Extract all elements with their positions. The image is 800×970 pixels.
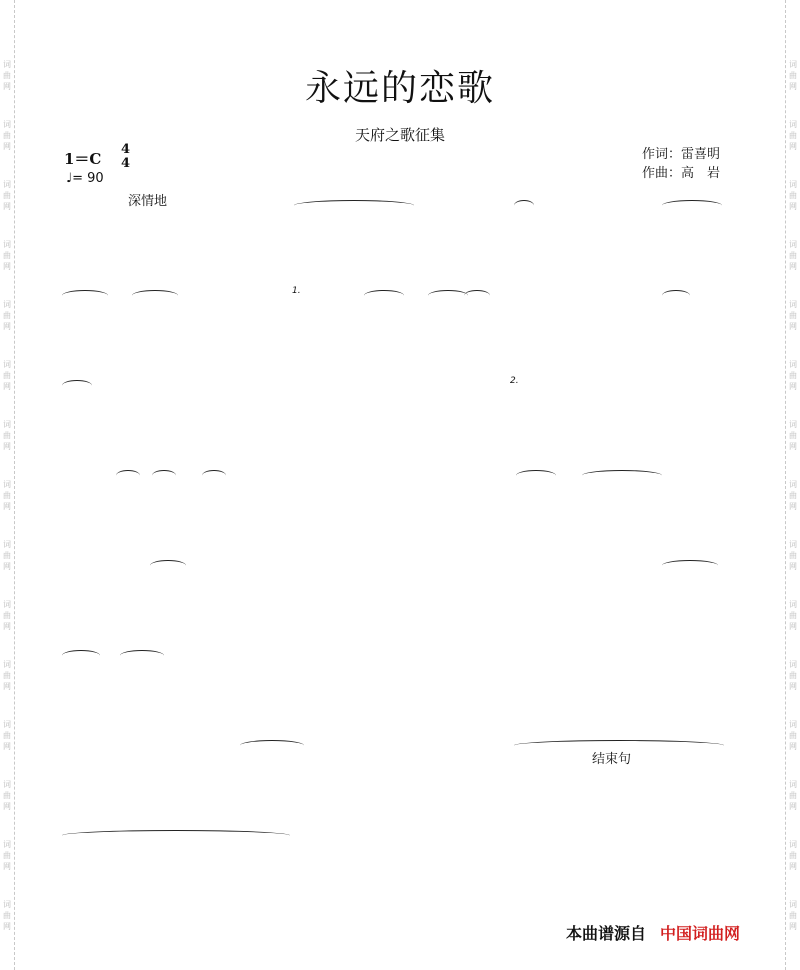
watermark-char: 网 xyxy=(789,142,797,151)
watermark-char: 网 xyxy=(3,922,11,931)
watermark-char: 词 xyxy=(3,360,11,369)
watermark-char: 网 xyxy=(3,442,11,451)
watermark-char: 曲 xyxy=(3,791,11,800)
watermark-char: 曲 xyxy=(789,671,797,680)
watermark-char: 词 xyxy=(3,600,11,609)
watermark-char: 网 xyxy=(3,322,11,331)
source-site-link[interactable]: 中国词曲网 xyxy=(660,924,741,943)
watermark-char: 网 xyxy=(789,682,797,691)
time-signature-top: 4 xyxy=(121,142,131,157)
coda-label: 结束句 xyxy=(592,752,632,767)
tempo-marking xyxy=(66,171,104,186)
slur-mark xyxy=(464,290,490,301)
watermark-char: 网 xyxy=(3,142,11,151)
watermark-char: 曲 xyxy=(789,431,797,440)
watermark-char: 词 xyxy=(789,180,797,189)
watermark-char: 曲 xyxy=(789,491,797,500)
watermark-char: 网 xyxy=(789,802,797,811)
watermark-char: 网 xyxy=(3,682,11,691)
slur-mark xyxy=(662,560,718,571)
slur-mark xyxy=(294,200,414,211)
watermark-char: 词 xyxy=(3,720,11,729)
tempo-value: = 90 xyxy=(72,171,104,186)
watermark-char: 曲 xyxy=(3,431,11,440)
watermark-char: 词 xyxy=(3,540,11,549)
time-signature xyxy=(121,143,130,171)
watermark-char: 词 xyxy=(789,120,797,129)
watermark-char: 曲 xyxy=(3,251,11,260)
watermark-char: 曲 xyxy=(3,551,11,560)
watermark-char: 曲 xyxy=(789,71,797,80)
watermark-char: 词 xyxy=(789,780,797,789)
slur-mark xyxy=(202,470,226,481)
watermark-char: 词 xyxy=(789,900,797,909)
quarter-note-icon: ♩ xyxy=(66,171,73,186)
slur-mark xyxy=(662,290,690,301)
watermark-char: 词 xyxy=(789,660,797,669)
watermark-char: 网 xyxy=(789,262,797,271)
slur-mark xyxy=(62,380,92,391)
watermark-char: 曲 xyxy=(789,851,797,860)
slur-mark xyxy=(428,290,468,301)
source-footer xyxy=(566,921,740,944)
watermark-char: 词 xyxy=(789,300,797,309)
slur-mark xyxy=(514,200,534,211)
watermark-char: 曲 xyxy=(789,791,797,800)
watermark-char: 曲 xyxy=(3,371,11,380)
watermark-char: 网 xyxy=(789,202,797,211)
volta-mark: 2. xyxy=(510,376,519,386)
watermark-char: 曲 xyxy=(3,131,11,140)
slur-mark xyxy=(120,650,164,661)
watermark-char: 词 xyxy=(3,660,11,669)
lyricist: 作词：雷喜明 xyxy=(642,147,721,162)
watermark-char: 词 xyxy=(789,840,797,849)
slur-mark xyxy=(62,830,290,841)
watermark-char: 网 xyxy=(3,82,11,91)
watermark-char: 曲 xyxy=(3,71,11,80)
watermark-char: 曲 xyxy=(3,851,11,860)
watermark-char: 网 xyxy=(3,622,11,631)
watermark-char: 网 xyxy=(3,742,11,751)
watermark-char: 词 xyxy=(3,420,11,429)
watermark-char: 网 xyxy=(3,862,11,871)
watermark-char: 词 xyxy=(789,480,797,489)
slur-mark xyxy=(132,290,178,301)
slur-mark xyxy=(62,290,108,301)
watermark-char: 曲 xyxy=(789,371,797,380)
watermark-char: 网 xyxy=(789,502,797,511)
slur-mark xyxy=(582,470,662,481)
watermark-char: 曲 xyxy=(789,911,797,920)
watermark-char: 网 xyxy=(789,922,797,931)
expression-marking: 深情地 xyxy=(128,194,168,209)
watermark-char: 曲 xyxy=(3,311,11,320)
slur-mark xyxy=(240,740,304,751)
watermark-char: 词 xyxy=(789,60,797,69)
watermark-char: 网 xyxy=(3,502,11,511)
watermark-char: 词 xyxy=(789,360,797,369)
watermark-char: 词 xyxy=(789,240,797,249)
slur-mark xyxy=(116,470,140,481)
watermark-char: 网 xyxy=(3,802,11,811)
watermark-char: 曲 xyxy=(789,191,797,200)
watermark-char: 网 xyxy=(789,622,797,631)
watermark-char: 词 xyxy=(3,480,11,489)
watermark-char: 词 xyxy=(789,420,797,429)
watermark-char: 网 xyxy=(789,442,797,451)
watermark-char: 词 xyxy=(3,780,11,789)
volta-mark: 1. xyxy=(292,286,301,296)
watermark-char: 词 xyxy=(3,240,11,249)
watermark-char: 词 xyxy=(3,60,11,69)
watermark-char: 曲 xyxy=(789,131,797,140)
time-signature-bottom: 4 xyxy=(121,156,131,171)
watermark-char: 词 xyxy=(789,540,797,549)
watermark-char: 网 xyxy=(789,862,797,871)
watermark-char: 词 xyxy=(789,600,797,609)
watermark-char: 曲 xyxy=(789,731,797,740)
watermark-char: 网 xyxy=(3,562,11,571)
slur-mark xyxy=(662,200,722,211)
watermark-char: 词 xyxy=(789,720,797,729)
watermark-char: 网 xyxy=(789,562,797,571)
watermark-char: 网 xyxy=(3,262,11,271)
watermark-char: 曲 xyxy=(3,911,11,920)
watermark-char: 网 xyxy=(789,742,797,751)
slur-mark xyxy=(152,470,176,481)
source-label: 本曲谱源自 xyxy=(566,924,647,943)
watermark-char: 网 xyxy=(3,202,11,211)
watermark-char: 网 xyxy=(789,322,797,331)
watermark-char: 曲 xyxy=(789,251,797,260)
slur-mark xyxy=(150,560,186,571)
slur-mark xyxy=(364,290,404,301)
watermark-char: 词 xyxy=(3,300,11,309)
composer: 作曲：高 岩 xyxy=(642,166,721,181)
slur-mark xyxy=(62,650,100,661)
watermark-char: 曲 xyxy=(3,671,11,680)
right-watermark-strip xyxy=(785,0,800,970)
song-subtitle: 天府之歌征集 xyxy=(354,126,445,144)
watermark-char: 曲 xyxy=(789,551,797,560)
left-watermark-strip xyxy=(0,0,15,970)
watermark-char: 词 xyxy=(3,120,11,129)
watermark-char: 网 xyxy=(789,82,797,91)
watermark-char: 词 xyxy=(3,840,11,849)
credits xyxy=(642,145,720,183)
watermark-char: 曲 xyxy=(3,731,11,740)
watermark-char: 网 xyxy=(3,382,11,391)
watermark-char: 曲 xyxy=(3,611,11,620)
slur-mark xyxy=(516,470,556,481)
watermark-char: 词 xyxy=(3,180,11,189)
watermark-char: 曲 xyxy=(789,311,797,320)
song-title: 永远的恋歌 xyxy=(304,68,495,109)
watermark-char: 曲 xyxy=(789,611,797,620)
watermark-char: 词 xyxy=(3,900,11,909)
watermark-char: 网 xyxy=(789,382,797,391)
watermark-char: 曲 xyxy=(3,191,11,200)
watermark-char: 曲 xyxy=(3,491,11,500)
key-signature: 1＝C xyxy=(64,150,102,168)
